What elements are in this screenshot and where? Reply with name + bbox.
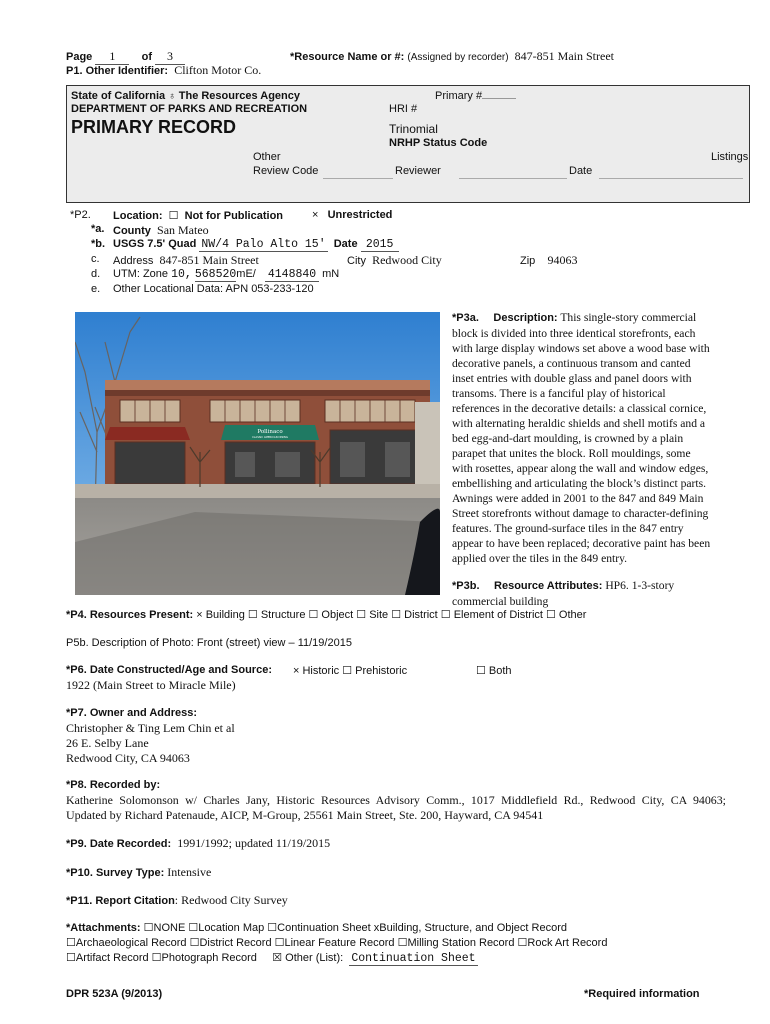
trinomial-label: Trinomial (389, 122, 438, 136)
city-value: Redwood City (372, 253, 442, 267)
agency-line: State of California ♁ The Resources Agency (71, 90, 300, 102)
storefront-photo-icon (75, 312, 440, 595)
p2-label: *P2. (70, 209, 91, 221)
address-line: Address 847-851 Main Street (113, 253, 259, 267)
survey-type-line: *P10. Survey Type: Intensive (66, 865, 212, 879)
date-recorded-line: *P9. Date Recorded: 1991/1992; updated 11/19/2015 (66, 836, 331, 850)
zip-line: Zip 94063 (520, 253, 578, 267)
date-field (599, 178, 743, 179)
reviewer-field (459, 178, 567, 179)
p2b-label: *b. (91, 238, 106, 250)
usgs-quad-line: USGS 7.5' Quad NW/4 Palo Alto 15' Date 2015 (113, 238, 399, 252)
not-for-publication-checkbox[interactable]: ☐ (168, 210, 179, 222)
date-constructed-value: 1922 (Main Street to Miracle Mile) (66, 678, 236, 692)
p2c-label: c. (91, 253, 100, 265)
usgs-date-value: 2015 (361, 238, 399, 252)
historic-options[interactable]: × Historic ☐ Prehistoric (293, 665, 408, 677)
page-total: 3 (155, 49, 185, 65)
listings-label: Listings (711, 151, 749, 163)
form-title: PRIMARY RECORD (71, 117, 237, 137)
p3b-resource-attributes: *P3b. Resource Attributes: HP6. 1-3-story commercial building (452, 579, 675, 608)
other-list-value: Continuation Sheet (351, 952, 476, 965)
other-label: Other (253, 151, 281, 163)
nrhp-status-label: NRHP Status Code (389, 137, 488, 149)
p2d-label: d. (91, 268, 101, 280)
recorded-by-line1: Katherine Solomonson w/ Charles Jany, Historic Resources Advisory Comm., 1017 Middlefield Rd., Redwood City, CA 94063; (66, 793, 726, 807)
resources-present-line: *P4. Resources Present: × Building ☐ Structure ☐ Object ☐ Site ☐ District ☐ Element of District ☐ Other (66, 609, 587, 621)
usgs-quad-value: NW/4 Palo Alto 15' (201, 238, 326, 251)
owner-city: Redwood City, CA 94063 (66, 751, 190, 765)
attachment-options-1[interactable]: ☐NONE ☐Location Map ☐Continuation Sheet xBuilding, Structure, and Object Record (143, 922, 567, 934)
review-code-field (323, 178, 393, 179)
review-code-label: Review Code (253, 165, 319, 177)
other-locational-data: Other Locational Data: APN 053-233-120 (113, 283, 314, 295)
header-box (66, 85, 750, 203)
attachments-line1: *Attachments: ☐NONE ☐Location Map ☐Continuation Sheet xBuilding, Structure, and Object Record (66, 922, 567, 934)
department-name: DEPARTMENT OF PARKS AND RECREATION (71, 103, 308, 115)
awning-sign-text: Pollinaco (257, 429, 283, 435)
form-number: DPR 523A (9/2013) (66, 988, 163, 1000)
utm-northing: 4148840 (265, 268, 319, 282)
utm-zone: 10, (171, 268, 192, 281)
page-number-line: Page 1 of 3 (66, 49, 185, 65)
p2e-label: e. (91, 283, 101, 295)
primary-number-label: Primary # (435, 90, 516, 102)
both-option[interactable]: ☐ Both (476, 665, 512, 677)
address-value: 847-851 Main Street (159, 253, 259, 267)
unrestricted-mark[interactable]: × (312, 209, 319, 221)
required-information-note: *Required information (584, 988, 700, 1000)
attachment-options-3[interactable]: ☐Artifact Record ☐Photograph Record (66, 952, 257, 964)
owner-name: Christopher & Ting Lem Chin et al (66, 721, 235, 735)
resource-name-value: 847-851 Main Street (514, 49, 614, 63)
zip-value: 94063 (547, 253, 578, 267)
utm-easting: 568520 (194, 268, 237, 281)
recorded-by-line2: Updated by Richard Patenaude, AICP, M-Group, 25561 Main Street, Ste. 200, Hayward, CA 94541 (66, 808, 544, 822)
state-icon: ♁ (168, 91, 176, 102)
p3a-description: *P3a. Description: This single-story commercial block is divided into three identical storefronts, each with large display windows set above a wood base with decorative panels, a continuous transom and canted inset entries with double glass and panel doors with transoms. There is a fanciful play of historical references in the decorative details: a classical cornice, with alternating heraldic shields and shell motifs and a bed egg-and-dart moulding, is crowned by a plain parapet that unites the block. Roll mouldings, some with rosettes, appear along the wall and window edges, embellishing and articulating the block’s distinct parts. Awnings were added in 2001 to the 847 and 849 Main Street storefronts without damage to character-defining features. The ground-surface tiles in the 847 entry appear to have been replaced; decorative paint has been applied over the tiles in the 849 entry. (452, 311, 711, 565)
report-citation-value: : Redwood City Survey (174, 893, 288, 907)
attachments-line3: ☐Artifact Record ☐Photograph Record ☒ Other (List): Continuation Sheet (66, 952, 476, 965)
hri-number-label: HRI # (389, 103, 418, 115)
p2a-label: *a. (91, 223, 105, 235)
other-list-checkbox[interactable]: ☒ (272, 952, 283, 964)
p6-label: *P6. Date Constructed/Age and Source: (66, 664, 272, 676)
location-line: Location: ☐ Not for Publication (113, 210, 284, 222)
date-label: Date (569, 165, 593, 177)
owner-street: 26 E. Selby Lane (66, 736, 149, 750)
other-identifier-line: P1. Other Identifier: Clifton Motor Co. (66, 63, 262, 77)
attachment-options-2[interactable]: ☐Archaeological Record ☐District Record ☐Linear Feature Record ☐Milling Station Record ☐Rock Art Record (66, 937, 608, 949)
unrestricted-option: × Unrestricted (312, 209, 393, 221)
other-identifier-value: Clifton Motor Co. (174, 63, 262, 77)
county-line: County San Mateo (113, 223, 209, 237)
p7-label: *P7. Owner and Address: (66, 707, 198, 719)
awning-sign-subtext: CLASSIC AMERICAN DINING (252, 436, 288, 439)
resources-present-options[interactable]: × Building ☐ Structure ☐ Object ☐ Site ☐ District ☐ Element of District ☐ Other (196, 609, 587, 621)
photo-description: P5b. Description of Photo: Front (street) view – 11/19/2015 (66, 637, 352, 649)
page-number: 1 (95, 49, 129, 65)
p8-label: *P8. Recorded by: (66, 779, 161, 791)
reviewer-label: Reviewer (395, 165, 441, 177)
report-citation-line: *P11. Report Citation: Redwood City Survey (66, 893, 288, 907)
city-line: City Redwood City (347, 253, 442, 267)
survey-type-value: Intensive (167, 865, 212, 879)
utm-line: UTM: Zone 10, 568520mE/ 4148840 mN (113, 268, 340, 281)
date-recorded-value: 1991/1992; updated 11/19/2015 (177, 836, 331, 850)
county-value: San Mateo (157, 223, 209, 237)
resource-name-line: *Resource Name or #: (Assigned by recorder) 847-851 Main Street (290, 49, 614, 63)
